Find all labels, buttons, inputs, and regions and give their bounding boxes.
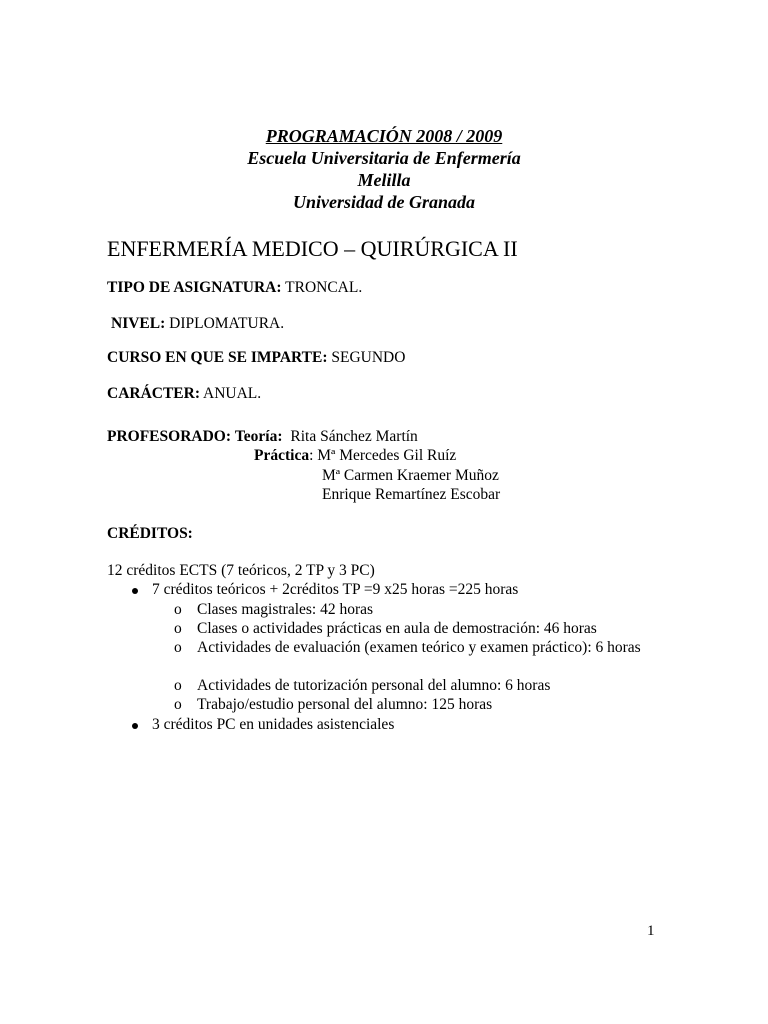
practica-label: Práctica [254, 447, 310, 464]
credits-sub-item-1: Clases magistrales: 42 horas [197, 601, 374, 618]
subject-title: ENFERMERÍA MEDICO – QUIRÚRGICA II [107, 236, 518, 261]
profesorado-practica-line [254, 446, 456, 465]
page-number: 1 [647, 923, 655, 939]
field-curso-value: SEGUNDO [327, 349, 406, 366]
field-nivel-label: NIVEL: [111, 315, 166, 332]
credits-sub-item-3: Actividades de evaluación (examen teórico y examen práctico): 6 horas [197, 639, 641, 656]
circle-bullet-icon: o [174, 677, 182, 694]
credits-sub-item-5: Trabajo/estudio personal del alumno: 125 horas [197, 696, 493, 713]
teoria-value: Rita Sánchez Martín [290, 428, 418, 445]
city-name: Melilla [357, 170, 411, 190]
field-tipo-value: TRONCAL. [281, 279, 363, 296]
document-header [0, 125, 768, 213]
teoria-label: Teoría: [234, 428, 283, 445]
field-nivel-value: DIPLOMATURA. [165, 315, 285, 332]
credits-bullet-2: 3 créditos PC en unidades asistenciales [152, 716, 395, 733]
field-nivel [111, 314, 284, 333]
credits-sub-item-4: Actividades de tutorización personal del alumno: 6 horas [197, 677, 551, 694]
field-curso [107, 348, 405, 367]
practica-separator: : [309, 447, 318, 464]
credits-sub-item-2: Clases o actividades prácticas en aula de demostración: 46 horas [197, 620, 597, 637]
circle-bullet-icon: o [174, 620, 182, 637]
university-name: Universidad de Granada [292, 192, 475, 212]
field-tipo-label: TIPO DE ASIGNATURA: [107, 279, 282, 296]
field-tipo [107, 278, 362, 297]
field-caracter-label: CARÁCTER: [107, 385, 200, 402]
practica-value-2: Mª Carmen Kraemer Muñoz [322, 467, 499, 484]
credits-bullet-1: 7 créditos teóricos + 2créditos TP =9 x25 horas =225 horas [152, 581, 519, 598]
school-name: Escuela Universitaria de Enfermería [247, 148, 521, 168]
program-title: PROGRAMACIÓN 2008 / 2009 [265, 126, 503, 146]
practica-value-1: Mª Mercedes Gil Ruíz [317, 447, 457, 464]
creditos-intro: 12 créditos ECTS (7 teóricos, 2 TP y 3 PC) [107, 562, 375, 579]
creditos-heading [107, 524, 193, 543]
practica-value-3: Enrique Remartínez Escobar [322, 486, 501, 503]
circle-bullet-icon: o [174, 601, 182, 618]
circle-bullet-icon: o [174, 696, 182, 713]
profesorado-label: PROFESORADO: [107, 428, 231, 445]
field-caracter-value: ANUAL. [200, 385, 262, 402]
creditos-label: CRÉDITOS: [107, 525, 193, 542]
field-caracter [107, 384, 261, 403]
field-curso-label: CURSO EN QUE SE IMPARTE: [107, 349, 328, 366]
circle-bullet-icon: o [174, 639, 182, 656]
profesorado-teoria-line [107, 427, 418, 446]
bullet-icon [132, 588, 138, 594]
bullet-icon [132, 723, 138, 729]
